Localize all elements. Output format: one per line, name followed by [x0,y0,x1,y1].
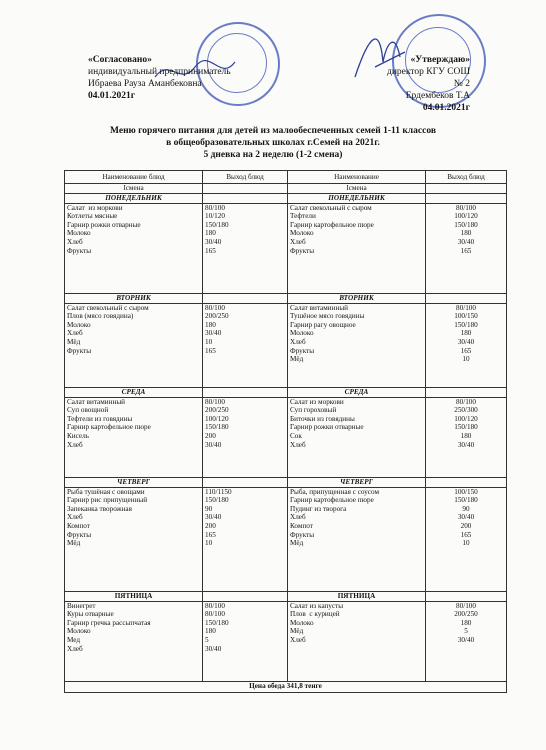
menu-row-tuesday [65,303,507,387]
menu-row-wednesday [65,397,507,477]
dish-list-right [288,397,426,477]
menu-row-thursday [65,487,507,591]
footer-row [65,681,507,692]
col-dish-right: Наименование [288,171,426,184]
yield-list: 100/150 150/180 90 30/40 200 165 10 [454,487,478,548]
yield-list-right [426,203,507,293]
dish-list-right [288,303,426,387]
dish-list: Салат свекольный с сыром Тефтели Гарнир картофельное пюре Молоко Хлеб Фрукты [290,203,374,255]
right-approval-position: директор КГУ СОШ № 2 [387,67,470,89]
menu-row-friday [65,601,507,681]
yield-list: 80/100 250/300 100/120 150/180 180 30/40 [454,397,478,449]
day-row-tuesday [65,293,507,303]
left-approval-name: Ибраева Рауза Аманбековна [88,79,202,89]
dish-list-right [288,203,426,293]
dish-list: Рыба тушёная с овощами Гарнир рис припущенный Запеканка творожная Хлеб Компот Фрукты Мёд [67,487,148,548]
yield-list-right [426,303,507,387]
yield-list: 110/1150 150/180 90 30/40 200 165 10 [205,487,232,548]
dish-list: Салат из капусты Плов с курицей Молоко Мёд Хлеб [290,601,344,644]
yield-list-right [426,397,507,477]
shift-right: Iсмена [288,184,426,194]
shift-left: Iсмена [65,184,203,194]
yield-list-left [203,487,288,591]
dish-list: Салат свекольный с сыром Плов (мясо говядина) Молоко Хлеб Мёд Фрукты [67,303,149,355]
lunch-price: Цена обеда 341,8 тенге [65,681,507,692]
yield-list-left [203,397,288,477]
menu-table [64,170,507,693]
day-right: ПЯТНИЦА [288,591,426,601]
day-row-friday [65,591,507,601]
table-header-row [65,171,507,184]
day-row-wednesday [65,387,507,397]
day-left: ПЯТНИЦА [65,591,203,601]
day-right: ЧЕТВЕРГ [288,477,426,487]
left-approval-date: 04.01.2021г [88,91,136,101]
day-row-thursday [65,477,507,487]
left-approval-position: индивидуальный предприниматель [88,67,231,77]
dish-list: Рыба, припущенная с соусом Гарнир картофельное пюре Пудинг из творога Хлеб Компот Фрукты Мёд [290,487,379,548]
dish-list: Салат из моркови Котлеты мясные Гарнир рожки отварные Молоко Хлеб Фрукты [67,203,141,255]
day-right: СРЕДА [288,387,426,397]
yield-list: 80/100 100/150 150/180 180 30/40 165 10 [454,303,478,364]
day-left: ВТОРНИК [65,293,203,303]
day-right: ВТОРНИК [288,293,426,303]
day-left: СРЕДА [65,387,203,397]
right-approval-name: Ердембеков Т.А [405,91,470,101]
shift-row [65,184,507,194]
dish-list-left [65,203,203,293]
yield-list-left [203,303,288,387]
yield-list: 80/100 200/250 180 5 30/40 [454,601,478,644]
yield-list: 80/100 10/120 150/180 180 30/40 165 [205,203,229,255]
menu-row-monday [65,203,507,293]
title-line-2: в общеобразовательных школах г.Семей на 2021г. [166,138,380,148]
right-approval-date: 04.01.2021г [422,103,470,113]
document-title [0,125,546,161]
day-left: ЧЕТВЕРГ [65,477,203,487]
left-approval-label: «Согласовано» [88,55,152,65]
dish-list-left [65,601,203,681]
yield-list-right [426,487,507,591]
title-line-3: 5 дневка на 2 неделю (1-2 смена) [203,150,343,160]
dish-list-right [288,487,426,591]
day-left: ПОНЕДЕЛЬНИК [65,193,203,203]
dish-list: Салат из моркови Суп гороховый Биточки из говядины Гарнир рожки отварные Сок Хлеб [290,397,364,449]
day-right: ПОНЕДЕЛЬНИК [288,193,426,203]
yield-list: 80/100 100/120 150/180 180 30/40 165 [454,203,478,255]
right-approval-label: «Утверждаю» [410,55,470,65]
title-line-1: Меню горячего питания для детей из малообеспеченных семей 1-11 классов [110,126,436,136]
dish-list-left [65,487,203,591]
right-approval-block [378,54,470,114]
col-yield-left: Выход блюд [203,171,288,184]
yield-list: 80/100 200/250 180 30/40 10 165 [205,303,229,355]
col-dish-left: Наименование блюд [65,171,203,184]
dish-list-right [288,601,426,681]
yield-list: 80/100 200/250 100/120 150/180 200 30/40 [205,397,229,449]
yield-list-right [426,601,507,681]
yield-list-left [203,601,288,681]
dish-list: Винегрет Куры отварные Гарнир гречка рассыпчатая Молоко Мед Хлеб [67,601,151,653]
dish-list-left [65,303,203,387]
left-approval-block [88,54,231,102]
day-row-monday [65,193,507,203]
yield-list-left [203,203,288,293]
dish-list: Салат витаминный Тушёное мясо говядины Гарнир рагу овощное Молоко Хлеб Фрукты Мёд [290,303,365,364]
dish-list: Салат витаминный Суп овощной Тефтели из говядины Гарнир картофельное пюре Кисель Хлеб [67,397,151,449]
dish-list-left [65,397,203,477]
yield-list: 80/100 80/100 150/180 180 5 30/40 [205,601,229,653]
col-yield-right: Выход блюд [426,171,507,184]
